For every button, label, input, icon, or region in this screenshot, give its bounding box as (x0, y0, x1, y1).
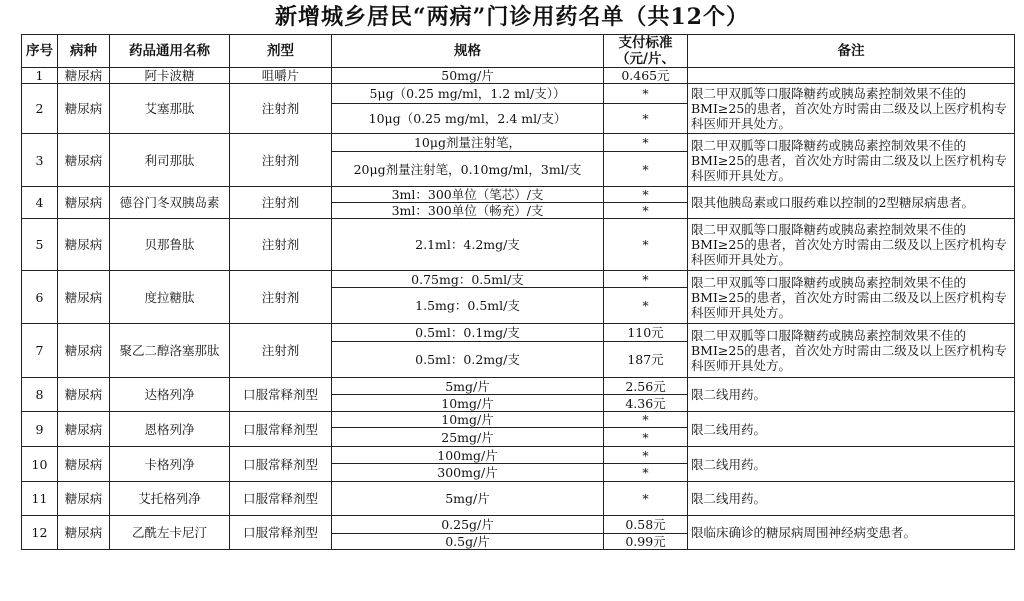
row-drug-name: 乙酰左卡尼汀 (110, 516, 230, 550)
table-row (22, 187, 1015, 203)
table-row (22, 84, 1015, 104)
row-disease: 糖尿病 (58, 447, 110, 482)
row-payment-standard: * (604, 219, 688, 271)
row-payment-standard: * (604, 152, 688, 187)
row-number: 6 (22, 271, 58, 324)
row-specification: 3ml：300单位（畅充）/支 (332, 203, 604, 219)
header-remarks: 备注 (688, 35, 1015, 68)
row-dosage-form: 注射剂 (230, 187, 332, 219)
row-number: 10 (22, 447, 58, 482)
row-specification: 100mg/片 (332, 447, 604, 464)
row-number: 7 (22, 324, 58, 378)
row-dosage-form: 口服常释剂型 (230, 447, 332, 482)
row-number: 12 (22, 516, 58, 550)
row-specification: 10μg（0.25 mg/ml，2.4 ml/支） (332, 104, 604, 134)
row-specification: 10mg/片 (332, 412, 604, 428)
row-drug-name: 艾托格列净 (110, 482, 230, 516)
row-number: 9 (22, 412, 58, 447)
row-disease: 糖尿病 (58, 271, 110, 324)
row-dosage-form: 口服常释剂型 (230, 482, 332, 516)
row-disease: 糖尿病 (58, 187, 110, 219)
row-specification: 300mg/片 (332, 464, 604, 482)
row-number: 2 (22, 84, 58, 134)
row-payment-standard: * (604, 104, 688, 134)
table-row (22, 271, 1015, 288)
row-number: 4 (22, 187, 58, 219)
row-drug-name: 达格列净 (110, 378, 230, 412)
table-row (22, 412, 1015, 428)
row-disease: 糖尿病 (58, 84, 110, 134)
row-disease: 糖尿病 (58, 516, 110, 550)
row-payment-standard: * (604, 84, 688, 104)
row-dosage-form: 注射剂 (230, 84, 332, 134)
row-drug-name: 利司那肽 (110, 134, 230, 187)
table-row (22, 324, 1015, 342)
header-disease: 病种 (58, 35, 110, 68)
row-payment-standard: 0.99元 (604, 534, 688, 550)
header-dosage-form: 剂型 (230, 35, 332, 68)
header-drug-name: 药品通用名称 (110, 35, 230, 68)
row-number: 8 (22, 378, 58, 412)
row-disease: 糖尿病 (58, 324, 110, 378)
row-drug-name: 恩格列净 (110, 412, 230, 447)
table-row (22, 134, 1015, 152)
row-payment-standard: 0.465元 (604, 68, 688, 84)
row-specification: 0.5ml：0.1mg/支 (332, 324, 604, 342)
header-payment-standard: 支付标准（元/片、 (604, 35, 688, 68)
row-payment-standard: 2.56元 (604, 378, 688, 395)
row-payment-standard: * (604, 187, 688, 203)
row-dosage-form: 注射剂 (230, 134, 332, 187)
row-number: 3 (22, 134, 58, 187)
row-specification: 5μg（0.25 mg/ml，1.2 ml/支）） (332, 84, 604, 104)
row-specification: 10mg/片 (332, 395, 604, 412)
row-payment-standard: * (604, 428, 688, 447)
row-specification: 5mg/片 (332, 378, 604, 395)
table-row (22, 516, 1015, 534)
row-specification: 3ml：300单位（笔芯）/支 (332, 187, 604, 203)
row-remarks: 限临床确诊的糖尿病周围神经病变患者。 (688, 516, 1015, 550)
row-dosage-form: 注射剂 (230, 324, 332, 378)
header-specification: 规格 (332, 35, 604, 68)
row-remarks: 限二甲双胍等口服降糖药或胰岛素控制效果不佳的BMI≥25的患者，首次处方时需由二级及以上医疗机构专科医师开具处方。 (688, 134, 1015, 187)
row-remarks: 限二线用药。 (688, 482, 1015, 516)
row-payment-standard: * (604, 412, 688, 428)
row-payment-standard: * (604, 482, 688, 516)
row-specification: 0.5ml：0.2mg/支 (332, 342, 604, 378)
row-payment-standard: * (604, 271, 688, 288)
row-payment-standard: 0.58元 (604, 516, 688, 534)
row-remarks: 限二线用药。 (688, 412, 1015, 447)
row-dosage-form: 咀嚼片 (230, 68, 332, 84)
row-disease: 糖尿病 (58, 378, 110, 412)
row-remarks (688, 68, 1015, 84)
row-remarks: 限二甲双胍等口服降糖药或胰岛素控制效果不佳的BMI≥25的患者，首次处方时需由二级及以上医疗机构专科医师开具处方。 (688, 271, 1015, 324)
row-remarks: 限二甲双胍等口服降糖药或胰岛素控制效果不佳的BMI≥25的患者，首次处方时需由二级及以上医疗机构专科医师开具处方。 (688, 324, 1015, 378)
table-body (22, 68, 1015, 550)
drug-list-table (21, 34, 1015, 550)
table-row (22, 378, 1015, 395)
row-remarks: 限二线用药。 (688, 447, 1015, 482)
row-remarks: 限二甲双胍等口服降糖药或胰岛素控制效果不佳的BMI≥25的患者，首次处方时需由二级及以上医疗机构专科医师开具处方。 (688, 84, 1015, 134)
row-drug-name: 德谷门冬双胰岛素 (110, 187, 230, 219)
row-number: 11 (22, 482, 58, 516)
row-payment-standard: * (604, 464, 688, 482)
row-remarks: 限二线用药。 (688, 378, 1015, 412)
row-disease: 糖尿病 (58, 134, 110, 187)
row-specification: 5mg/片 (332, 482, 604, 516)
table-row (22, 68, 1015, 84)
row-dosage-form: 口服常释剂型 (230, 412, 332, 447)
row-specification: 50mg/片 (332, 68, 604, 84)
row-dosage-form: 注射剂 (230, 219, 332, 271)
row-dosage-form: 注射剂 (230, 271, 332, 324)
table-row (22, 219, 1015, 271)
row-disease: 糖尿病 (58, 482, 110, 516)
row-payment-standard: 4.36元 (604, 395, 688, 412)
row-disease: 糖尿病 (58, 68, 110, 84)
row-dosage-form: 口服常释剂型 (230, 516, 332, 550)
row-specification: 10μg剂量注射笔， (332, 134, 604, 152)
header-no: 序号 (22, 35, 58, 68)
page-title: 新增城乡居民“两病”门诊用药名单（共12个） (275, 4, 749, 30)
row-number: 5 (22, 219, 58, 271)
row-disease: 糖尿病 (58, 219, 110, 271)
row-remarks: 限其他胰岛素或口服药难以控制的2型糖尿病患者。 (688, 187, 1015, 219)
table-header-row (22, 35, 1015, 68)
row-drug-name: 贝那鲁肽 (110, 219, 230, 271)
row-dosage-form: 口服常释剂型 (230, 378, 332, 412)
row-payment-standard: * (604, 288, 688, 324)
row-specification: 0.5g/片 (332, 534, 604, 550)
row-remarks: 限二甲双胍等口服降糖药或胰岛素控制效果不佳的BMI≥25的患者，首次处方时需由二级及以上医疗机构专科医师开具处方。 (688, 219, 1015, 271)
row-payment-standard: * (604, 134, 688, 152)
row-specification: 0.75mg：0.5ml/支 (332, 271, 604, 288)
row-drug-name: 度拉糖肽 (110, 271, 230, 324)
row-specification: 2.1ml：4.2mg/支 (332, 219, 604, 271)
row-specification: 25mg/片 (332, 428, 604, 447)
table-row (22, 447, 1015, 464)
row-drug-name: 艾塞那肽 (110, 84, 230, 134)
row-number: 1 (22, 68, 58, 84)
row-specification: 20μg剂量注射笔，0.10mg/ml，3ml/支 (332, 152, 604, 187)
row-drug-name: 卡格列净 (110, 447, 230, 482)
row-payment-standard: * (604, 447, 688, 464)
row-drug-name: 聚乙二醇洛塞那肽 (110, 324, 230, 378)
row-drug-name: 阿卡波糖 (110, 68, 230, 84)
row-payment-standard: * (604, 203, 688, 219)
row-specification: 0.25g/片 (332, 516, 604, 534)
row-payment-standard: 187元 (604, 342, 688, 378)
table-row (22, 482, 1015, 516)
row-disease: 糖尿病 (58, 412, 110, 447)
row-specification: 1.5mg：0.5ml/支 (332, 288, 604, 324)
row-payment-standard: 110元 (604, 324, 688, 342)
